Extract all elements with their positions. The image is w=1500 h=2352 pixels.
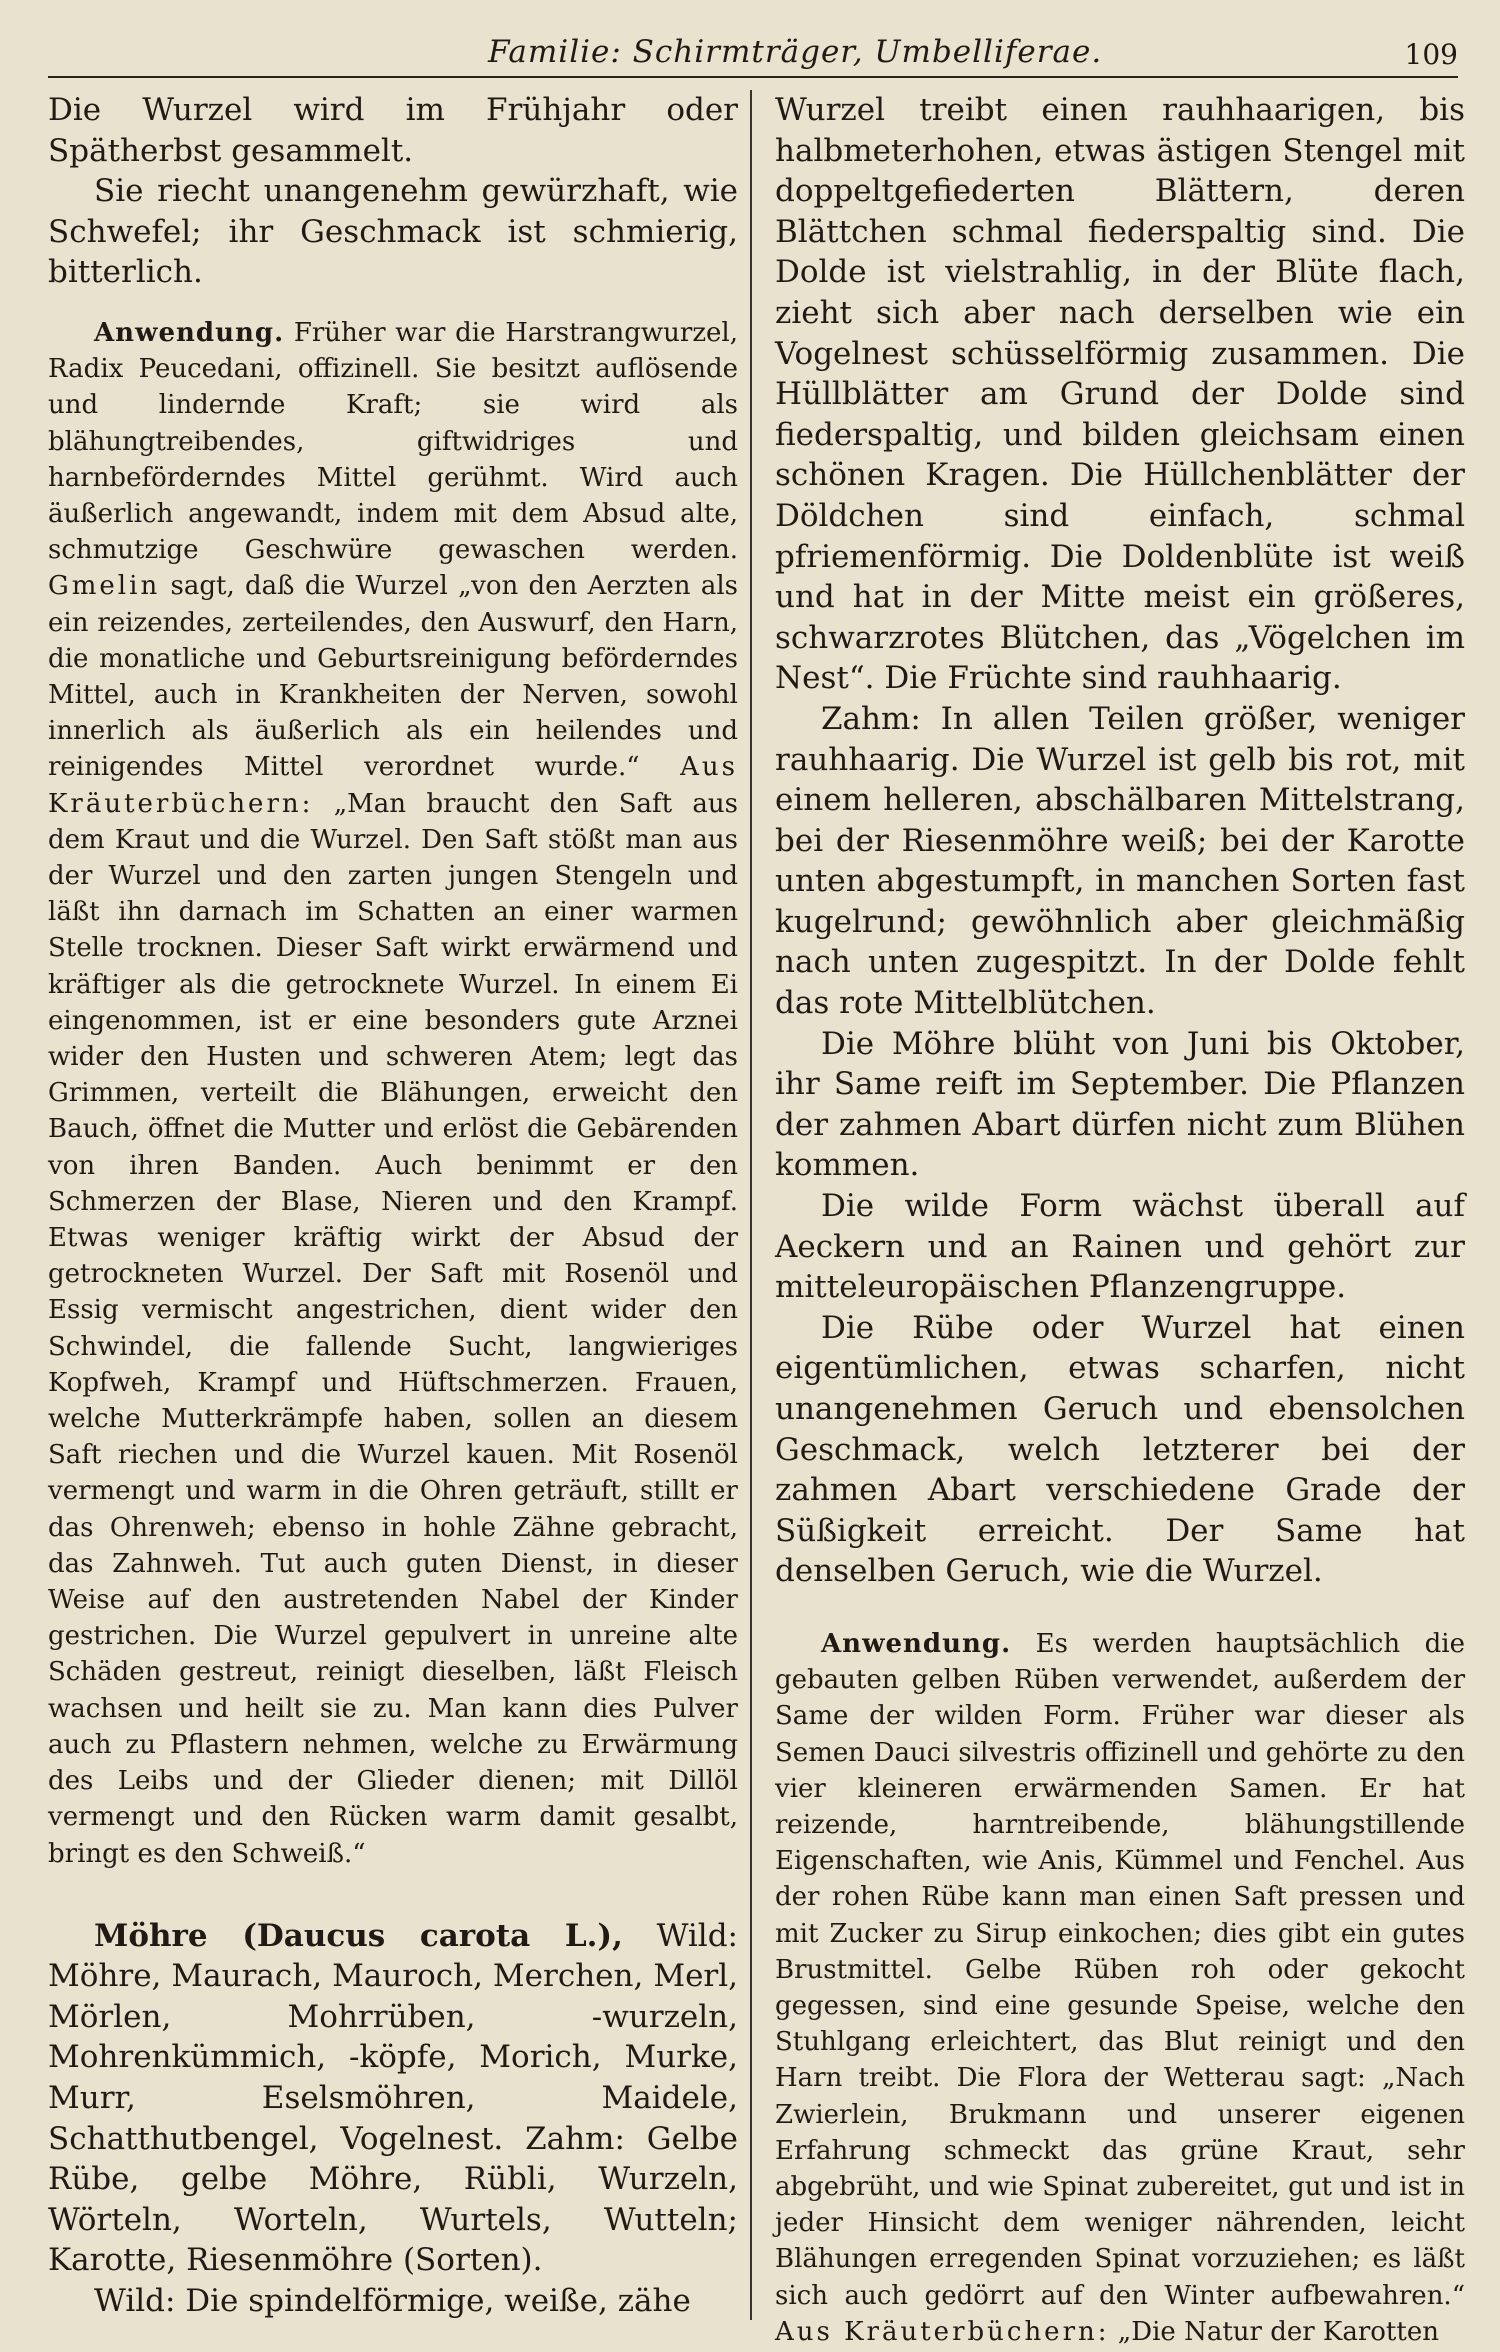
author-name: Gmelin	[48, 571, 161, 602]
text-run: Es werden hauptsächlich die gebauten gelben Rüben verwendet, außerdem der Same der wilden Form. Früher war dieser als Semen Dauci silvestris offizinell und gehörte zu den vier kleineren erwärmenden Samen. Er hat reizende, harntreibende, blähungstillende Eigenschaften, wie Anis, Kümmel und Fenchel. Aus der rohen Rübe kann man einen Saft pressen und mit Zucker zu Sirup einkochen; dies gibt ein gutes Brustmittel. Gelbe Rüben roh oder gekocht gegessen, sind eine gesunde Speise, welche den Stuhlgang erleichtert, das Blut reinigt und den Harn treibt.	[775, 1628, 1465, 2094]
plant-title: Möhre (Daucus carota L.),	[94, 1917, 623, 1954]
page-number: 109	[1404, 38, 1458, 71]
text-run: „Man braucht den Saft aus dem Kraut und die Wurzel. Den Saft stößt man aus der Wurzel und den zarten jungen Stengeln und läßt ihn darnach im Schatten an einer warmen Stelle trocknen. Dieser Saft wirkt erwärmend und kräftiger als die getrocknete Wurzel. In einem Ei eingenommen, ist er eine besonders gute Arznei wider den Husten und schweren Atem; legt das Grimmen, verteilt die Blähungen, erweicht den Bauch, öffnet die Mutter und erlöst die Gebärenden von ihren Banden. Auch benimmt er den Schmerzen der Blase, Nieren und den Krampf. Etwas weniger kräftig wirkt der Absud der getrockneten Wurzel. Der Saft mit Rosenöl und Essig vermischt angestrichen, dient wider den Schwindel, die fallende Sucht, langwieriges Kopfweh, Krampf und Hüftschmerzen. Frauen, welche Mutterkrämpfe haben, sollen an diesem Saft riechen und die Wurzel kauen. Mit Rosenöl vermengt und warm in die Ohren geträuft, stillt er das Ohrenweh; ebenso in hohle Zähne gebracht, das Zahnweh. Tut auch guten Dienst, in dieser Weise auf den austretenden Nabel der Kinder gestrichen. Die Wurzel gepulvert in unreine alte Schäden gestreut, reinigt dieselben, läßt Fleisch wachsen und heilt sie zu. Man kann dies Pulver auch zu Pflastern nehmen, welche zu Erwärmung des Leibs und der Glieder dienen; mit Dillöl vermengt und den Rücken warm damit gesalbt, bringt es den Schweiß.“	[48, 788, 739, 1869]
section-heading: Anwendung.	[821, 1628, 1012, 1659]
source-label: Aus Kräuterbüchern:	[775, 2316, 1110, 2347]
paragraph: Zahm: In allen Teilen größer, weniger rauhhaarig. Die Wurzel ist gelb bis rot, mit einem helleren, abschälbaren Mittelstrang, bei der Riesenmöhre weiß; bei der Karotte unten abgestumpft, in manchen Sorten fast kugelrund; gewöhnlich aber gleichmäßig nach unten zugespitzt. In der Dolde fehlt das rote Mittelblütchen.	[775, 700, 1465, 1022]
left-column	[48, 90, 738, 2322]
paragraph	[48, 315, 738, 1872]
paragraph: Die wilde Form wächst überall auf Aeckern und an Rainen und gehört zur mitteleuropäischen Pflanzengruppe.	[775, 1188, 1465, 1306]
text-run: „Die Natur der Karotten	[1117, 2316, 1439, 2347]
right-column	[775, 90, 1465, 2350]
column-divider	[750, 90, 752, 2320]
paragraph: Die Wurzel wird im Frühjahr oder Spätherbst gesammelt.	[48, 92, 738, 169]
paragraph: Die Möhre blüht von Juni bis Oktober, ihr Same reift im September. Die Pflanzen der zahmen Abart dürfen nicht zum Blühen kommen.	[775, 1025, 1465, 1184]
running-head: Familie: Schirmträger, Umbelliferae.	[488, 34, 1103, 70]
section-heading: Anwendung.	[94, 317, 285, 348]
text-run: Früher war die Harstrangwurzel, Radix Peucedani, offizinell. Sie besitzt auflösende und lindernde Kraft; sie wird als blähungtreibendes, giftwidriges und harnbeförderndes Mittel gerühmt. Wird auch äußerlich angewandt, indem mit dem Absud alte, schmutzige Geschwüre gewaschen werden.	[48, 317, 739, 566]
text-run: Die Flora der Wetterau sagt: „Nach Zwierlein, Brukmann und unserer eigenen Erfahrung schmeckt das grüne Kraut, sehr abgebrüht, und wie Spinat zubereitet, gut und ist in jeder Hinsicht dem weniger nährenden, leicht Blähungen erregenden Spinat vorzuziehen; es läßt sich auch gedörrt auf den Winter aufbewahren.“	[775, 2063, 1465, 2311]
paragraph	[48, 1916, 738, 2281]
paragraph: Sie riecht unangenehm gewürzhaft, wie Schwefel; ihr Geschmack ist schmierig, bitterlich.	[48, 173, 738, 291]
paragraph: Wild: Die spindelförmige, weiße, zähe	[94, 2283, 691, 2320]
page-header	[48, 30, 1458, 74]
source-label: Aus Kräuterbüchern:	[48, 752, 738, 819]
paragraph: Die Rübe oder Wurzel hat einen eigentümlichen, etwas scharfen, nicht unangenehmen Geruch und ebensolchen Geschmack, welch letzterer bei der zahmen Abart verschiedene Grade der Süßigkeit erreicht. Der Same hat denselben Geruch, wie die Wurzel.	[775, 1309, 1465, 1590]
header-rule	[48, 76, 1458, 78]
text-run: Wild: Möhre, Maurach, Mauroch, Merchen, Merl, Mörlen, Mohrrüben, -wurzeln, Mohrenkümmich, -köpfe, Morich, Murke, Murr, Eselsmöhren, Maidele, Schatthutbengel, Vogelnest. Zahm: Gelbe Rübe, gelbe Möhre, Rübli, Wurzeln, Wörteln, Worteln, Wurtels, Wutteln; Karotte, Riesenmöhre (Sorten).	[48, 1917, 738, 2279]
paragraph	[775, 1626, 1465, 2350]
text-run: sagt, daß die Wurzel „von den Aerzten als ein reizendes, zerteilendes, den Auswurf, den Harn, die monatliche und Geburtsreinigung beförderndes Mittel, auch in Krankheiten der Nerven, sowohl innerlich als äußerlich als ein heilendes und reinigendes Mittel verordnet wurde.“	[48, 571, 738, 783]
paragraph: Wurzel treibt einen rauhhaarigen, bis halbmeterhohen, etwas ästigen Stengel mit doppeltgefiederten Blättern, deren Blättchen schmal fiederspaltig sind. Die Dolde ist vielstrahlig, in der Blüte flach, zieht sich aber nach derselben wie ein Vogelnest schüsselförmig zusammen. Die Hüllblätter am Grund der Dolde sind fiederspaltig, und bilden gleichsam einen schönen Kragen. Die Hüllchenblätter der Döldchen sind einfach, schmal pfriemenförmig. Die Doldenblüte ist weiß und hat in der Mitte meist ein größeres, schwarzrotes Blütchen, das „Vögelchen im Nest“. Die Früchte sind rauhhaarig.	[775, 92, 1465, 697]
